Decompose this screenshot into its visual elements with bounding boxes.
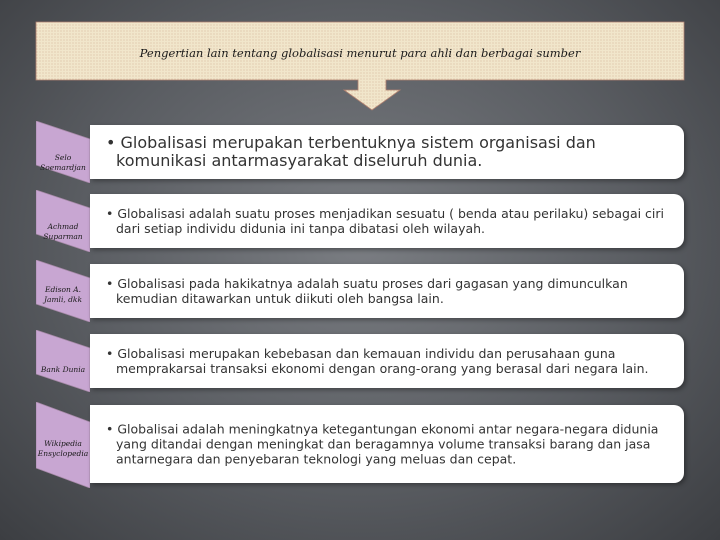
definition-text: • Globalisasi adalah suatu proses menjadikan sesuatu ( benda atau perilaku) sebagai ciri dari setiap individu didunia ini tanpa dibatasi oleh wilayah. xyxy=(106,206,665,236)
definition-box xyxy=(90,194,684,248)
definition-text: • Globalisasi pada hakikatnya adalah suatu proses dari gagasan yang dimunculkan kemudian ditawarkan untuk diikuti oleh bangsa lain. xyxy=(106,276,628,306)
definition-row-3 xyxy=(0,260,720,322)
definition-box xyxy=(90,334,684,388)
source-label: Bank Dunia xyxy=(40,365,86,374)
title-banner xyxy=(0,0,720,120)
definition-text: • Globalisasi merupakan terbentuknya sistem organisasi dan komunikasi antarmasyarakat diseluruh dunia. xyxy=(106,133,596,170)
page-title: Pengertian lain tentang globalisasi menurut para ahli dan berbagai sumber xyxy=(139,46,581,60)
source-chevron xyxy=(36,190,90,252)
definition-box xyxy=(90,125,684,179)
source-chevron xyxy=(36,330,90,392)
definition-row-5 xyxy=(0,402,720,488)
source-label: Wikipedia Ensyclopedia xyxy=(37,439,89,458)
definition-row-4 xyxy=(0,330,720,392)
definition-text: • Globalisasi merupakan kebebasan dan kemauan individu dan perusahaan guna memprakarsai transaksi ekonomi dengan orang-orang yang berasal dari negara lain. xyxy=(106,346,649,376)
source-chevron xyxy=(36,121,90,183)
definition-row-1 xyxy=(0,121,720,183)
source-label: Edison A. Jamli, dkk xyxy=(43,285,83,304)
source-label: Achmad Suparman xyxy=(43,222,83,241)
source-label: Selo Soemardjan xyxy=(40,153,86,172)
title-arrow-shape xyxy=(0,0,720,120)
definition-row-2 xyxy=(0,190,720,252)
definition-text: • Globalisai adalah meningkatnya ketegantungan ekonomi antar negara-negara didunia yang ditandai dengan meningkat dan beragamnya volume transaksi barang dan jasa antarnegara dan penyebaran teknologi yang meluas dan cepat. xyxy=(106,421,659,467)
definition-box xyxy=(90,264,684,318)
definition-box xyxy=(90,405,684,483)
